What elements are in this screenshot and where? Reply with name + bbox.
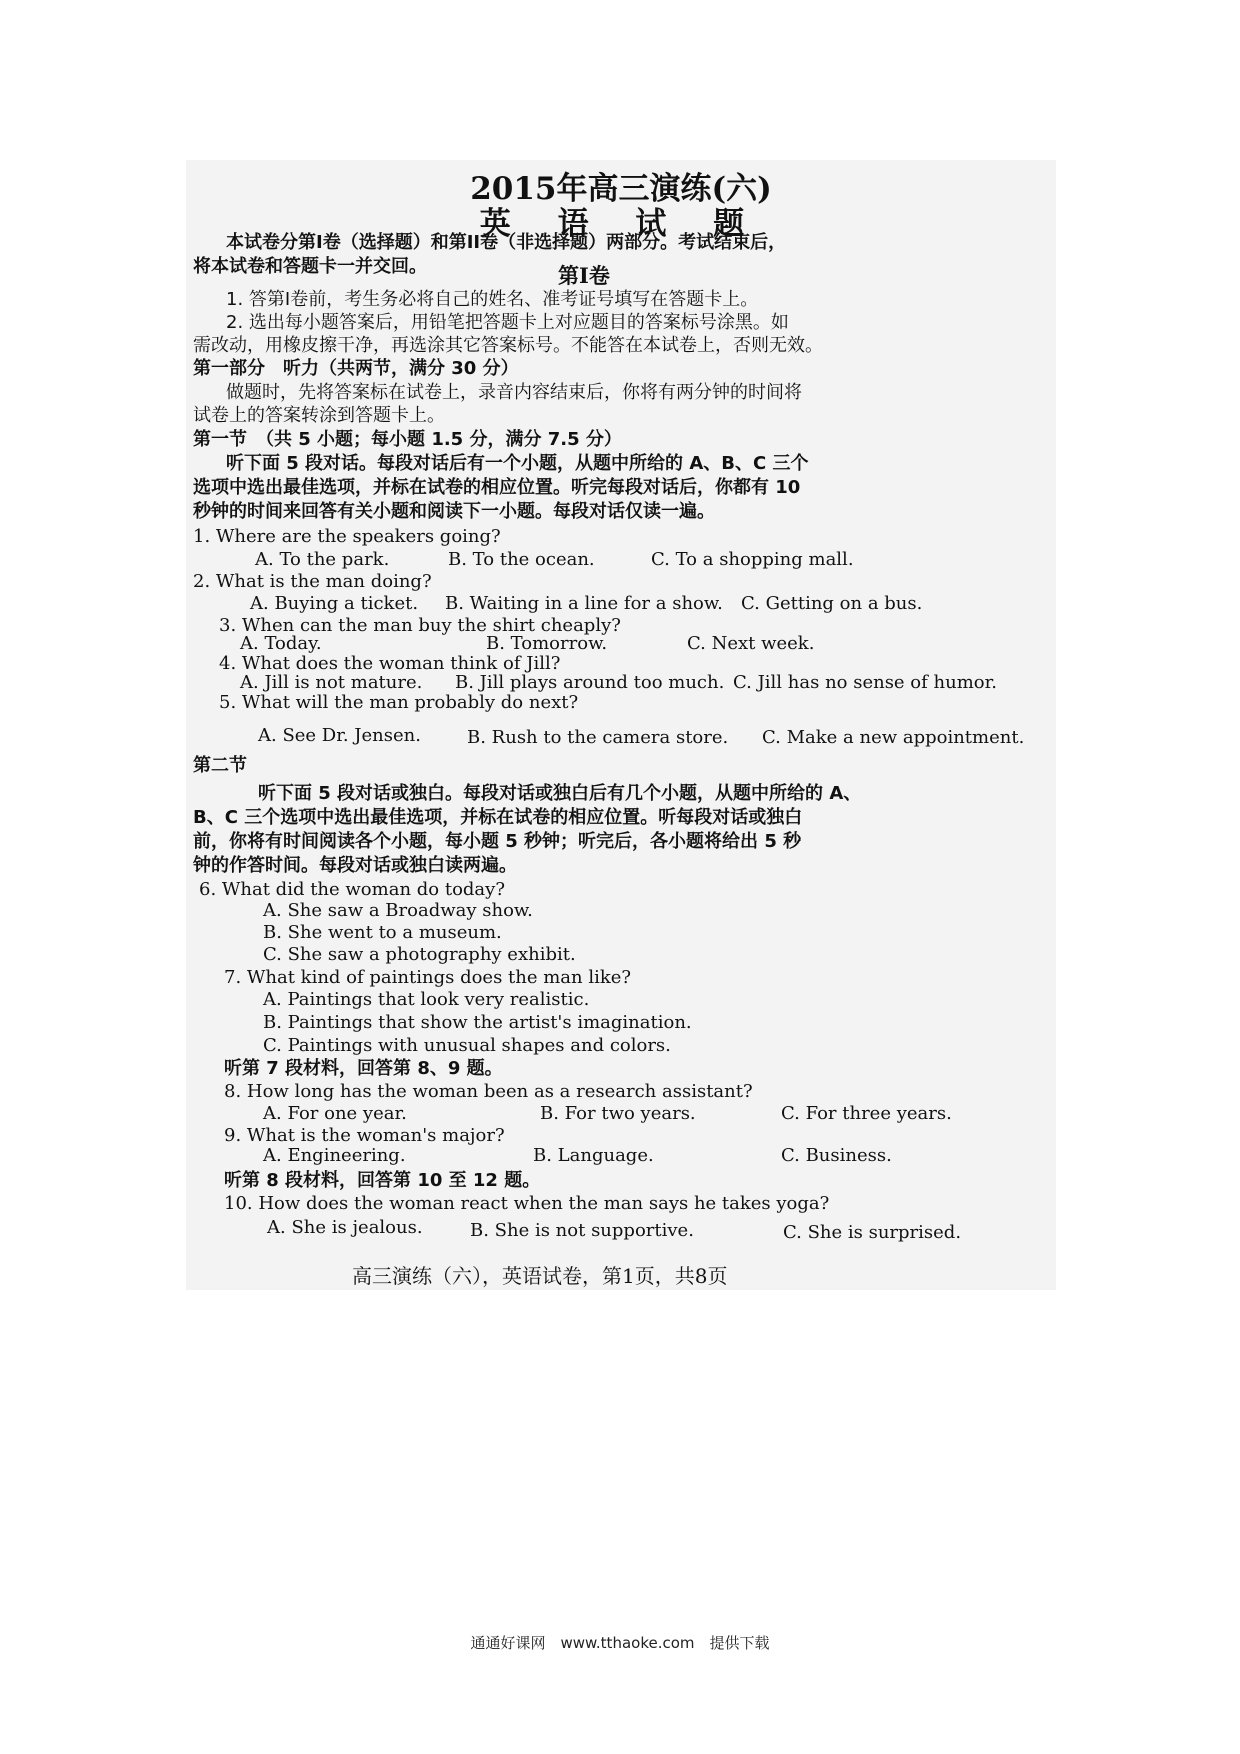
question-stem: 7. What kind of paintings does the man like? — [224, 967, 632, 988]
option-b: B. To the ocean. — [448, 549, 595, 570]
option-b: B. Jill plays around too much. — [455, 672, 725, 693]
option-a: A. She saw a Broadway show. — [263, 900, 533, 921]
section-one-desc-3: 秒钟的时间来回答有关小题和阅读下一小题。每段对话仅读一遍。 — [193, 501, 715, 522]
option-a: A. Paintings that look very realistic. — [263, 989, 590, 1010]
option-c: C. To a shopping mall. — [651, 549, 854, 570]
exam-title: 2015年高三演练(六) — [470, 171, 772, 207]
material-8-note: 听第 8 段材料，回答第 10 至 12 题。 — [224, 1170, 541, 1191]
question-stem: 6. What did the woman do today? — [199, 879, 505, 900]
option-c: C. She saw a photography exhibit. — [263, 944, 576, 965]
option-b: B. Tomorrow. — [486, 633, 608, 654]
option-c: C. Make a new appointment. — [762, 727, 1025, 748]
option-c: C. Paintings with unusual shapes and colors. — [263, 1035, 671, 1056]
option-a: A. She is jealous. — [267, 1217, 423, 1238]
section-two-title: 第二节 — [193, 755, 247, 776]
material-7-note: 听第 7 段材料，回答第 8、9 题。 — [224, 1058, 503, 1079]
option-a: A. Buying a ticket. — [250, 593, 419, 614]
question-stem: 3. When can the man buy the shirt cheaply? — [219, 615, 621, 636]
part-one-title: 第一部分 听力（共两节，满分 30 分） — [193, 358, 519, 379]
section-one-title: 第一节 （共 5 小题；每小题 1.5 分，满分 7.5 分） — [193, 429, 622, 450]
intro-line-2: 将本试卷和答题卡一并交回。 — [193, 256, 427, 277]
instruction-2-line-2: 需改动，用橡皮擦干净，再选涂其它答案标号。不能答在本试卷上，否则无效。 — [193, 335, 823, 356]
instruction-1: 1. 答第I卷前，考生务必将自己的姓名、准考证号填写在答题卡上。 — [226, 289, 759, 310]
section-two-desc-1: 听下面 5 段对话或独白。每段对话或独白后有几个小题，从题中所给的 A、 — [258, 783, 862, 804]
section-two-desc-4: 钟的作答时间。每段对话或独白读两遍。 — [193, 855, 517, 876]
option-a: A. Engineering. — [263, 1145, 406, 1166]
option-a: A. To the park. — [255, 549, 390, 570]
option-c: C. Jill has no sense of humor. — [733, 672, 997, 693]
part-one-desc-2: 试卷上的答案转涂到答题卡上。 — [193, 405, 445, 426]
download-watermark: 通通好课网 www.tthaoke.com 提供下载 — [470, 1634, 770, 1652]
question-stem: 9. What is the woman's major? — [224, 1125, 505, 1146]
option-c: C. Getting on a bus. — [741, 593, 923, 614]
paper-one-title: 第I卷 — [558, 263, 610, 288]
option-c: C. Business. — [781, 1145, 892, 1166]
option-b: B. Waiting in a line for a show. — [445, 593, 723, 614]
option-c: C. She is surprised. — [783, 1222, 962, 1243]
question-stem: 1. Where are the speakers going? — [193, 526, 501, 547]
section-two-desc-3: 前，你将有时间阅读各个小题，每小题 5 秒钟；听完后，各小题将给出 5 秒 — [193, 831, 802, 852]
option-b: B. Language. — [533, 1145, 654, 1166]
page-footer: 高三演练（六），英语试卷，第1页，共8页 — [352, 1264, 728, 1288]
question-stem: 4. What does the woman think of Jill? — [219, 653, 561, 674]
instruction-2-line-1: 2. 选出每小题答案后，用铅笔把答题卡上对应题目的答案标号涂黑。如 — [226, 312, 789, 333]
section-one-desc-1: 听下面 5 段对话。每段对话后有一个小题，从题中所给的 A、B、C 三个 — [226, 453, 809, 474]
option-c: C. For three years. — [781, 1103, 952, 1124]
option-b: B. Rush to the camera store. — [467, 727, 729, 748]
intro-line-1: 本试卷分第I卷（选择题）和第II卷（非选择题）两部分。考试结束后， — [226, 232, 787, 253]
option-b: B. She is not supportive. — [470, 1220, 694, 1241]
question-stem: 10. How does the woman react when the man says he takes yoga? — [224, 1193, 830, 1214]
section-one-desc-2: 选项中选出最佳选项，并标在试卷的相应位置。听完每段对话后，你都有 10 — [193, 477, 801, 498]
option-b: B. Paintings that show the artist's imagination. — [263, 1012, 692, 1033]
subject-title: 英 语 试 题 — [479, 206, 763, 242]
option-a: A. Today. — [240, 633, 322, 654]
section-two-desc-2: B、C 三个选项中选出最佳选项，并标在试卷的相应位置。听每段对话或独白 — [193, 807, 803, 828]
option-a: A. See Dr. Jensen. — [258, 725, 421, 746]
part-one-desc-1: 做题时，先将答案标在试卷上，录音内容结束后，你将有两分钟的时间将 — [226, 382, 802, 403]
option-c: C. Next week. — [687, 633, 815, 654]
question-stem: 2. What is the man doing? — [193, 571, 432, 592]
question-stem: 5. What will the man probably do next? — [219, 692, 579, 713]
question-stem: 8. How long has the woman been as a research assistant? — [224, 1081, 753, 1102]
option-b: B. For two years. — [540, 1103, 696, 1124]
option-a: A. For one year. — [263, 1103, 407, 1124]
option-b: B. She went to a museum. — [263, 922, 502, 943]
option-a: A. Jill is not mature. — [240, 672, 423, 693]
